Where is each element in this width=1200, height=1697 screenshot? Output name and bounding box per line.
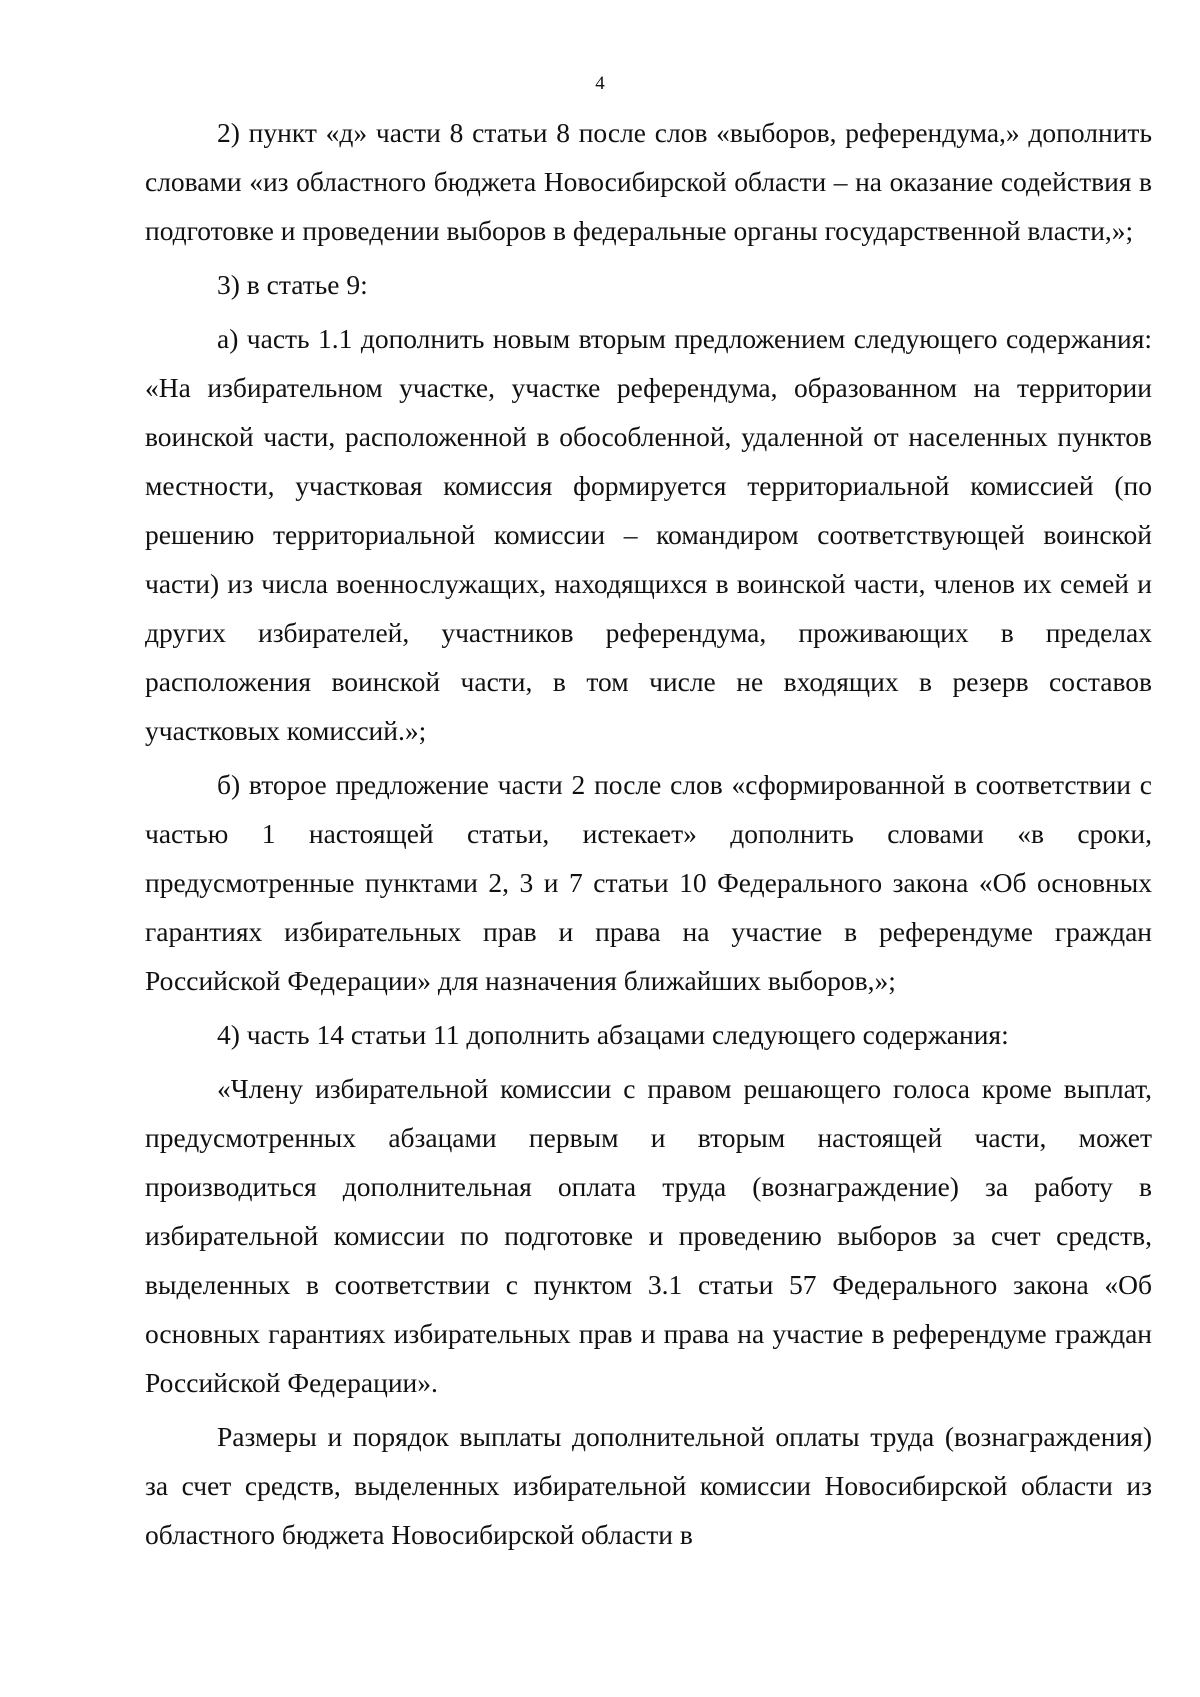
paragraph-subitem-a: а) часть 1.1 дополнить новым вторым предложением следующего содержания: «На избирательном участке, участке референдума, образованном на территории воинской части, расположенной в обособленной, удаленной от населенных пунктов местности, участковая комиссия формируется территориальной комиссией (по решению территориальной комиссии – командиром соответствующей воинской части) из числа военнослужащих, находящихся в воинской части, членов их семей и других избирателей, участников референдума, проживающих в пределах расположения воинской части, в том числе не входящих в резерв составов участковых комиссий.»;	[145, 323, 1152, 746]
document-body	[145, 108, 1152, 1564]
paragraph-quoted-2: Размеры и порядок выплаты дополнительной оплаты труда (вознаграждения) за счет средств, выделенных избирательной комиссии Новосибирской области из областного бюджета Новосибирской области в	[145, 1421, 1152, 1550]
paragraph-subitem-b: б) второе предложение части 2 после слов «сформированной в соответствии с частью 1 настоящей статьи, истекает» дополнить словами «в сроки, предусмотренные пунктами 2, 3 и 7 статьи 10 Федерального закона «Об основных гарантиях избирательных прав и права на участие в референдуме граждан Российской Федерации» для назначения ближайших выборов,»;	[145, 769, 1152, 996]
paragraph-item-2: 2) пункт «д» части 8 статьи 8 после слов «выборов, референдума,» дополнить словами «из областного бюджета Новосибирской области – на оказание содействия в подготовке и проведении выборов в федеральные органы государственной власти,»;	[145, 117, 1152, 246]
paragraph-item-4: 4) часть 14 статьи 11 дополнить абзацами следующего содержания:	[217, 1019, 1009, 1050]
page-number: 4	[595, 73, 605, 94]
paragraph-quoted-1: «Члену избирательной комиссии с правом решающего голоса кроме выплат, предусмотренных абзацами первым и вторым настоящей части, может производиться дополнительная оплата труда (вознаграждение) за работу в избирательной комиссии по подготовке и проведению выборов за счет средств, выделенных в соответствии с пунктом 3.1 статьи 57 Федерального закона «Об основных гарантиях избирательных прав и права на участие в референдуме граждан Российской Федерации».	[145, 1073, 1152, 1398]
paragraph-item-3: 3) в статье 9:	[217, 269, 368, 300]
